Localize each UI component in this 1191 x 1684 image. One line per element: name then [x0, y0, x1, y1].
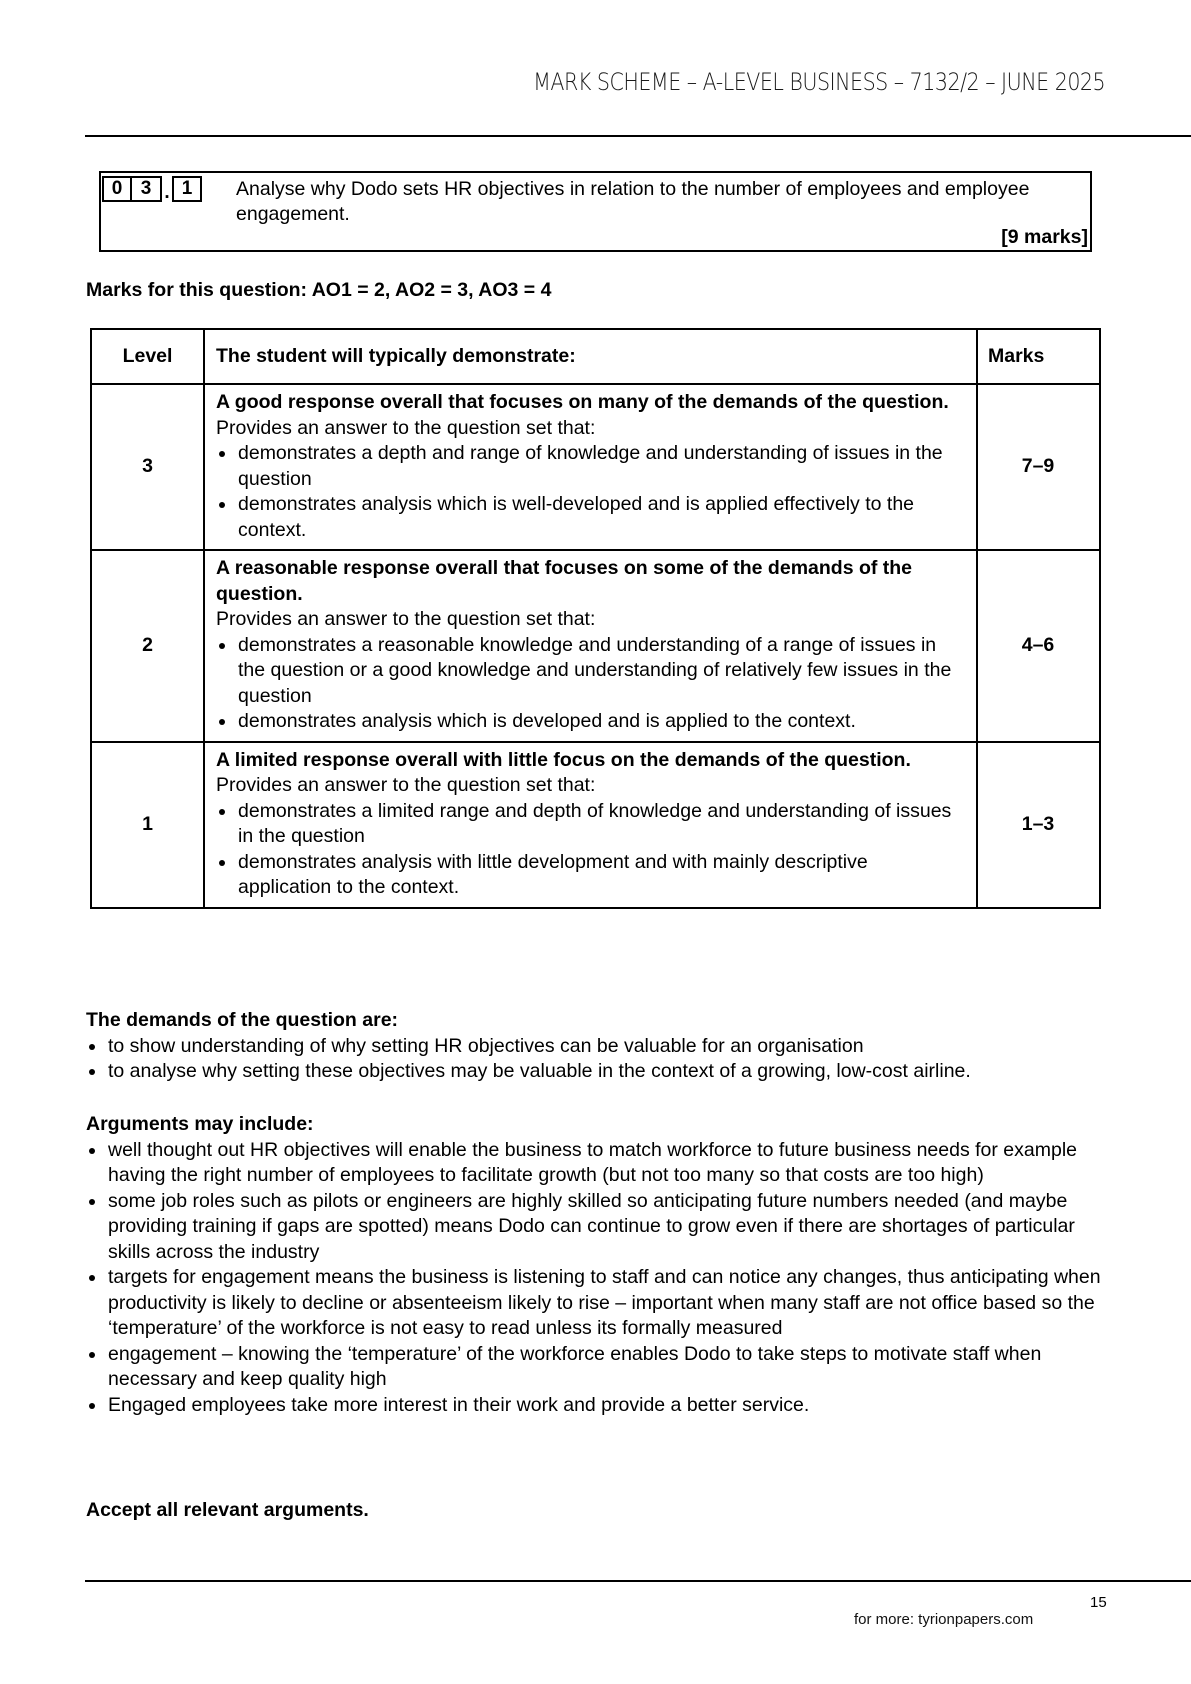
- page-number: 15: [1090, 1594, 1107, 1611]
- question-marks: [9 marks]: [1001, 226, 1088, 248]
- footer-source-link[interactable]: for more: tyrionpapers.com: [854, 1611, 1034, 1628]
- question-digit-3: 1: [172, 176, 202, 202]
- level-cell: 3: [91, 384, 204, 550]
- table-row: [91, 742, 1100, 908]
- table-header-row: [91, 329, 1100, 384]
- arguments-list: [86, 1138, 1106, 1419]
- criteria-item: demonstrates a depth and range of knowledge and understanding of issues in the question: [216, 441, 966, 492]
- accept-note: Accept all relevant arguments.: [86, 1499, 369, 1521]
- marks-cell: 1–3: [977, 742, 1100, 908]
- level-summary: A good response overall that focuses on many of the demands of the question.: [216, 391, 949, 413]
- question-number-separator: .: [164, 182, 170, 203]
- column-header-description: The student will typically demonstrate:: [204, 329, 977, 384]
- level-cell: 1: [91, 742, 204, 908]
- description-cell: [204, 384, 977, 550]
- criteria-item: demonstrates a limited range and depth of knowledge and understanding of issues in the question: [216, 799, 966, 850]
- level-descriptor-table: [90, 328, 1101, 909]
- description-cell: [204, 742, 977, 908]
- argument-item: some job roles such as pilots or engineers are highly skilled so anticipating future numbers needed (and maybe providing training if gaps are spotted) means Dodo can continue to grow even if there are shortages of particular skills across the industry: [86, 1189, 1106, 1266]
- criteria-item: demonstrates a reasonable knowledge and understanding of a range of issues in the question or a good knowledge and understanding of relatively few issues in the question: [216, 633, 966, 710]
- level-intro: Provides an answer to the question set that:: [216, 416, 596, 439]
- description-cell: [204, 550, 977, 742]
- demands-list: [86, 1034, 1106, 1085]
- question-digit-2: 3: [132, 176, 162, 202]
- header-divider: [85, 135, 1191, 137]
- argument-item: engagement – knowing the ‘temperature’ of the workforce enables Dodo to take steps to motivate staff when necessary and keep quality high: [86, 1342, 1106, 1393]
- demands-heading: The demands of the question are:: [86, 1009, 399, 1031]
- argument-item: Engaged employees take more interest in their work and provide a better service.: [86, 1393, 1106, 1419]
- table-row: [91, 384, 1100, 550]
- criteria-item: demonstrates analysis which is developed and is applied to the context.: [216, 709, 966, 735]
- marks-cell: 4–6: [977, 550, 1100, 742]
- level-summary: A reasonable response overall that focuses on some of the demands of the question.: [216, 557, 913, 605]
- level-cell: 2: [91, 550, 204, 742]
- table-row: [91, 550, 1100, 742]
- criteria-list: [216, 633, 966, 735]
- marks-cell: 7–9: [977, 384, 1100, 550]
- question-text: Analyse why Dodo sets HR objectives in relation to the number of employees and employee engagement.: [236, 178, 1030, 225]
- page-header-title: MARK SCHEME – A-LEVEL BUSINESS – 7132/2 – JUNE 2025: [532, 68, 1105, 96]
- column-header-level: Level: [91, 329, 204, 384]
- question-box: [99, 171, 1092, 252]
- arguments-heading: Arguments may include:: [86, 1113, 314, 1135]
- level-intro: Provides an answer to the question set that:: [216, 608, 596, 630]
- argument-item: targets for engagement means the business is listening to staff and can notice any changes, thus anticipating when productivity is likely to decline or absenteeism likely to rise – important when many staff are not office based so the ‘temperature’ of the workforce is not easy to read unless its formally measured: [86, 1265, 1106, 1342]
- level-summary: A limited response overall with little focus on the demands of the question.: [216, 748, 911, 771]
- argument-item: well thought out HR objectives will enable the business to match workforce to future business needs for example having the right number of employees to facilitate growth (but not too many so that costs are too high): [86, 1138, 1106, 1189]
- criteria-list: [216, 441, 966, 543]
- demands-section: [86, 1008, 1106, 1085]
- marks-allocation: Marks for this question: AO1 = 2, AO2 = 3, AO3 = 4: [86, 279, 552, 301]
- footer-divider: [85, 1580, 1191, 1582]
- question-digit-1: 0: [102, 176, 132, 202]
- question-number: [102, 174, 202, 204]
- arguments-section: [86, 1112, 1106, 1418]
- criteria-item: demonstrates analysis which is well-developed and is applied effectively to the context.: [216, 492, 966, 543]
- demand-item: to show understanding of why setting HR objectives can be valuable for an organisation: [86, 1034, 1106, 1060]
- criteria-list: [216, 799, 966, 901]
- column-header-marks: Marks: [977, 329, 1100, 384]
- demand-item: to analyse why setting these objectives may be valuable in the context of a growing, low-cost airline.: [86, 1059, 1106, 1085]
- level-intro: Provides an answer to the question set that:: [216, 774, 596, 796]
- criteria-item: demonstrates analysis with little development and with mainly descriptive application to the context.: [216, 850, 966, 901]
